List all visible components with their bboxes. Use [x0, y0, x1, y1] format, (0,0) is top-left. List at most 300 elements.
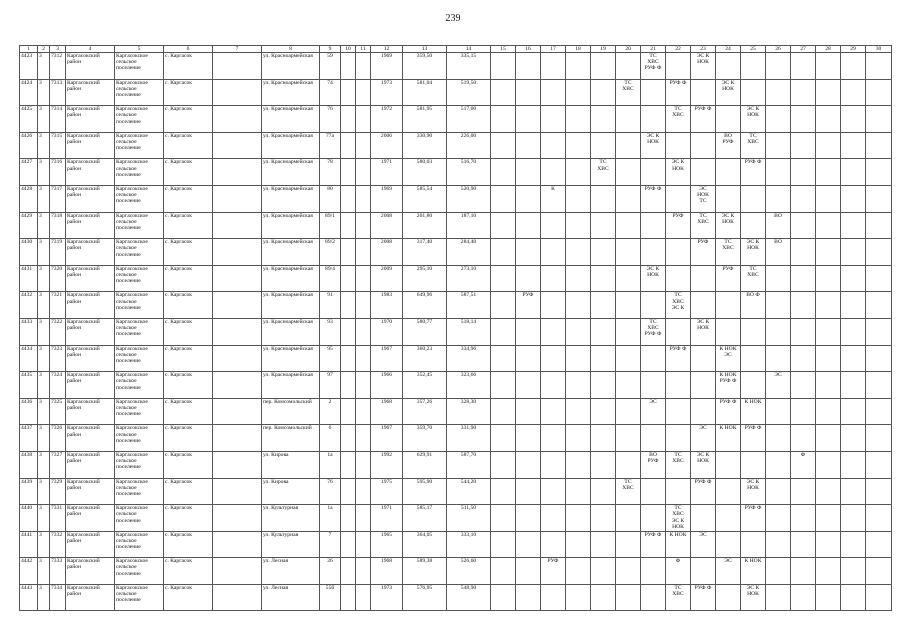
table-cell: Каргасокский район [66, 318, 115, 345]
table-cell: 7 [320, 531, 341, 558]
table-cell [516, 79, 541, 106]
table-cell: 649,96 [403, 292, 447, 319]
table-cell [716, 106, 741, 133]
table-cell: 7318 [50, 212, 66, 239]
table-cell [666, 132, 691, 159]
table-cell: РУФ Ф [741, 505, 766, 532]
table-cell: 3 [38, 505, 50, 532]
table-cell: 295,10 [403, 265, 447, 292]
column-number: 19 [591, 46, 616, 53]
table-cell: 517,00 [447, 106, 491, 133]
table-cell [356, 79, 371, 106]
table-cell: 4426 [20, 132, 38, 159]
table-cell: 576,95 [403, 584, 447, 611]
table-cell: ТС ХВС [666, 584, 691, 611]
table-cell [641, 292, 666, 319]
table-row [20, 505, 892, 532]
table-cell [766, 185, 791, 212]
table-cell [766, 106, 791, 133]
table-cell [866, 478, 892, 505]
table-cell: Каргасокский район [66, 345, 115, 372]
table-cell [356, 451, 371, 478]
table-cell [666, 53, 691, 80]
table-cell [341, 558, 356, 585]
table-cell [716, 451, 741, 478]
table-cell [341, 451, 356, 478]
table-cell: 78 [320, 159, 341, 186]
table-cell: 1970 [371, 318, 403, 345]
column-number: 22 [666, 46, 691, 53]
table-cell: 4432 [20, 292, 38, 319]
table-cell: ТС ХВС РУФ Ф [641, 53, 666, 80]
column-number: 1 [20, 46, 38, 53]
table-cell: с. Каргасок [164, 265, 213, 292]
table-cell: 4427 [20, 159, 38, 186]
table-cell: 4425 [20, 106, 38, 133]
table-cell: Каргасокский район [66, 478, 115, 505]
table-cell [741, 318, 766, 345]
table-cell [516, 132, 541, 159]
table-cell: 1а [320, 451, 341, 478]
table-cell [591, 451, 616, 478]
table-cell: Каргасокское сельское поселение [115, 478, 164, 505]
table-cell: 585,54 [403, 185, 447, 212]
table-cell [691, 265, 716, 292]
table-cell: 352,45 [403, 372, 447, 399]
table-cell: 526,60 [447, 558, 491, 585]
table-cell [641, 478, 666, 505]
table-cell [616, 106, 641, 133]
table-cell [356, 159, 371, 186]
table-cell: 3 [38, 372, 50, 399]
table-cell: ул. Кирова [262, 478, 320, 505]
table-cell: ТС ХВС [741, 132, 766, 159]
table-cell [356, 584, 371, 611]
table-cell: 1973 [371, 79, 403, 106]
column-number: 8 [262, 46, 320, 53]
table-cell [591, 398, 616, 425]
table-cell: 1967 [371, 425, 403, 452]
table-cell: Каргасокское сельское поселение [115, 425, 164, 452]
column-number: 29 [841, 46, 866, 53]
column-number: 15 [491, 46, 516, 53]
table-cell [566, 79, 591, 106]
table-cell: Каргасокский район [66, 451, 115, 478]
table-cell [516, 239, 541, 266]
column-number: 6 [164, 46, 213, 53]
table-cell [541, 318, 566, 345]
table-cell [691, 558, 716, 585]
table-cell: 3 [38, 265, 50, 292]
table-cell: Каргасокское сельское поселение [115, 318, 164, 345]
table-cell: 80 [320, 185, 341, 212]
table-cell: 587,70 [447, 451, 491, 478]
table-cell: 331,90 [447, 425, 491, 452]
table-cell: РУФ Ф [691, 106, 716, 133]
table-cell [816, 132, 841, 159]
table-cell: 1968 [371, 398, 403, 425]
table-cell [491, 185, 516, 212]
table-cell [666, 398, 691, 425]
table-cell [766, 265, 791, 292]
table-cell: 1969 [371, 53, 403, 80]
table-cell: 7323 [50, 345, 66, 372]
table-cell: 328,30 [447, 398, 491, 425]
table-cell: ул. Культурная [262, 505, 320, 532]
table-cell [491, 372, 516, 399]
table-cell [491, 106, 516, 133]
table-cell [566, 398, 591, 425]
table-cell: К НОК [666, 531, 691, 558]
table-cell: с. Каргасок [164, 185, 213, 212]
table-cell: ВО [766, 212, 791, 239]
table-cell [766, 505, 791, 532]
table-cell [566, 558, 591, 585]
column-number: 3 [50, 46, 66, 53]
table-cell: Каргасокский район [66, 398, 115, 425]
table-cell: 589,38 [403, 558, 447, 585]
table-cell [616, 159, 641, 186]
table-cell: 4433 [20, 318, 38, 345]
table-cell: Каргасокский район [66, 159, 115, 186]
table-cell [591, 531, 616, 558]
table-row [20, 292, 892, 319]
table-cell [841, 372, 866, 399]
table-cell [866, 372, 892, 399]
table-cell [516, 53, 541, 80]
table-cell: 1983 [371, 292, 403, 319]
table-cell [816, 185, 841, 212]
table-cell: Каргасокское сельское поселение [115, 398, 164, 425]
table-cell [816, 425, 841, 452]
table-cell [213, 478, 262, 505]
table-cell: 516,70 [447, 159, 491, 186]
table-cell: Каргасокский район [66, 584, 115, 611]
table-cell: ЭС [766, 372, 791, 399]
table-cell [816, 318, 841, 345]
table-cell [356, 531, 371, 558]
table-cell: с. Каргасок [164, 79, 213, 106]
table-cell: 3 [38, 478, 50, 505]
table-cell: 359,70 [403, 425, 447, 452]
table-cell [616, 345, 641, 372]
table-cell [666, 425, 691, 452]
table-cell [816, 53, 841, 80]
table-cell: 317,40 [403, 239, 447, 266]
table-cell: 95 [320, 345, 341, 372]
table-cell [666, 318, 691, 345]
table-cell [716, 478, 741, 505]
table-cell: ул. Кирова [262, 451, 320, 478]
table-cell [791, 425, 816, 452]
table-cell: РУФ Ф [666, 345, 691, 372]
table-cell: ул. Лесная [262, 584, 320, 611]
table-cell [356, 53, 371, 80]
table-cell [566, 185, 591, 212]
table-cell [791, 292, 816, 319]
table-cell: 3 [38, 159, 50, 186]
table-cell [691, 79, 716, 106]
table-cell: 74 [320, 79, 341, 106]
table-cell [341, 53, 356, 80]
table-cell [841, 398, 866, 425]
table-cell: ул. Красноармейская [262, 372, 320, 399]
table-cell [616, 132, 641, 159]
table-cell [741, 212, 766, 239]
table-cell: 333,10 [447, 531, 491, 558]
column-number: 7 [213, 46, 262, 53]
table-cell: 3 [38, 106, 50, 133]
table-cell [566, 451, 591, 478]
table-cell [213, 451, 262, 478]
table-cell [213, 345, 262, 372]
table-cell [516, 185, 541, 212]
column-numbers-row [20, 46, 892, 53]
table-cell: РУФ Ф [641, 185, 666, 212]
table-cell: 334,96 [447, 345, 491, 372]
table-cell: Каргасокский район [66, 132, 115, 159]
table-cell: ул. Красноармейская [262, 265, 320, 292]
table-cell: 89/1 [320, 212, 341, 239]
table-cell: 4429 [20, 212, 38, 239]
table-cell [541, 505, 566, 532]
table-cell [716, 292, 741, 319]
table-cell: 1973 [371, 584, 403, 611]
table-cell [491, 292, 516, 319]
table-cell: Каргасокское сельское поселение [115, 79, 164, 106]
table-cell: 1а [320, 505, 341, 532]
table-cell: 4443 [20, 584, 38, 611]
table-cell [516, 398, 541, 425]
table-cell [791, 584, 816, 611]
table-cell [341, 531, 356, 558]
table-cell: РУФ Ф [691, 584, 716, 611]
table-cell: 3 [38, 451, 50, 478]
table-cell: Каргасокский район [66, 425, 115, 452]
table-row [20, 531, 892, 558]
table-cell [213, 212, 262, 239]
table-cell [541, 372, 566, 399]
table-cell [591, 425, 616, 452]
table-cell [541, 425, 566, 452]
table-cell [591, 292, 616, 319]
table-cell [816, 558, 841, 585]
table-cell: ЭС К НОК [741, 478, 766, 505]
table-cell [491, 505, 516, 532]
table-cell: ул. Красноармейская [262, 185, 320, 212]
table-cell: Каргасокское сельское поселение [115, 451, 164, 478]
table-cell [541, 159, 566, 186]
table-cell [356, 372, 371, 399]
table-cell [816, 265, 841, 292]
table-cell [541, 132, 566, 159]
table-cell [341, 132, 356, 159]
table-cell: 587,51 [447, 292, 491, 319]
table-row [20, 79, 892, 106]
table-cell [766, 345, 791, 372]
table-cell [866, 398, 892, 425]
table-cell: 2008 [371, 239, 403, 266]
table-cell: Каргасокский район [66, 212, 115, 239]
table-cell [816, 584, 841, 611]
table-cell [691, 505, 716, 532]
table-cell [591, 345, 616, 372]
table-cell [591, 53, 616, 80]
table-row [20, 478, 892, 505]
table-cell: РУФ [541, 558, 566, 585]
table-cell: 364,05 [403, 531, 447, 558]
table-cell [591, 265, 616, 292]
table-cell: ЭС К НОК [666, 159, 691, 186]
table-cell [816, 478, 841, 505]
table-cell [616, 372, 641, 399]
table-cell: 4431 [20, 265, 38, 292]
table-cell: Каргасокский район [66, 79, 115, 106]
table-cell [616, 212, 641, 239]
table-cell [691, 159, 716, 186]
table-cell [866, 425, 892, 452]
table-cell: 59 [320, 53, 341, 80]
table-cell: 359,50 [403, 53, 447, 80]
table-cell [866, 505, 892, 532]
table-cell [516, 318, 541, 345]
table-cell: РУФ [516, 292, 541, 319]
table-cell [691, 132, 716, 159]
table-cell: ТС ХВС [666, 106, 691, 133]
table-cell: 1968 [371, 558, 403, 585]
table-cell: ТС ХВС [741, 265, 766, 292]
table-cell [841, 159, 866, 186]
table-cell: ЭС К НОК [641, 132, 666, 159]
table-cell [716, 531, 741, 558]
table-cell [341, 212, 356, 239]
column-number: 14 [447, 46, 491, 53]
table-cell: РУФ Ф [691, 478, 716, 505]
table-row [20, 558, 892, 585]
table-cell [566, 212, 591, 239]
table-cell [541, 239, 566, 266]
table-cell [356, 185, 371, 212]
table-cell: 1971 [371, 505, 403, 532]
table-cell [641, 584, 666, 611]
table-cell: Каргасокское сельское поселение [115, 531, 164, 558]
table-cell [213, 185, 262, 212]
table-cell: ТС ХВС [716, 239, 741, 266]
table-cell: ЭС К НОК [741, 106, 766, 133]
table-cell [841, 212, 866, 239]
table-cell: К НОК ЭС [716, 345, 741, 372]
table-cell: ТС ХВС [691, 212, 716, 239]
table-cell: пер. Комсомольский [262, 398, 320, 425]
table-cell [816, 159, 841, 186]
table-cell: с. Каргасок [164, 212, 213, 239]
table-cell [791, 132, 816, 159]
table-cell [541, 478, 566, 505]
table-cell [841, 53, 866, 80]
table-cell: К НОК [741, 398, 766, 425]
table-cell [616, 398, 641, 425]
table-cell: 4436 [20, 398, 38, 425]
table-cell [616, 265, 641, 292]
table-cell [816, 372, 841, 399]
table-cell [791, 531, 816, 558]
table-cell [841, 584, 866, 611]
table-cell [491, 159, 516, 186]
table-cell: 7331 [50, 505, 66, 532]
table-cell [491, 451, 516, 478]
table-cell [341, 345, 356, 372]
table-cell: 2 [320, 398, 341, 425]
table-cell [841, 239, 866, 266]
table-row [20, 451, 892, 478]
table-cell: ул. Красноармейская [262, 79, 320, 106]
table-cell [866, 265, 892, 292]
table-cell: ТС ХВС РУФ Ф [641, 318, 666, 345]
table-cell: 1972 [371, 106, 403, 133]
table-cell: РУФ Ф [741, 425, 766, 452]
table-cell [791, 558, 816, 585]
table-cell [841, 106, 866, 133]
table-cell: 7322 [50, 318, 66, 345]
table-cell [866, 53, 892, 80]
table-cell [616, 505, 641, 532]
table-cell: 7326 [50, 425, 66, 452]
table-cell: Каргасокский район [66, 185, 115, 212]
table-cell [516, 425, 541, 452]
table-cell: ТС ХВС ЭС К НОК [666, 505, 691, 532]
table-cell: с. Каргасок [164, 425, 213, 452]
table-cell [691, 345, 716, 372]
table-cell: ТС ХВС ЭС К [666, 292, 691, 319]
table-cell: 511,50 [447, 505, 491, 532]
table-cell [641, 345, 666, 372]
table-cell [616, 584, 641, 611]
table-cell: 97 [320, 372, 341, 399]
table-cell [841, 318, 866, 345]
table-cell: 76 [320, 478, 341, 505]
table-cell [791, 106, 816, 133]
table-cell [491, 212, 516, 239]
table-cell: 7319 [50, 239, 66, 266]
table-cell: 2006 [371, 132, 403, 159]
table-cell: 7334 [50, 584, 66, 611]
table-cell: 226,00 [447, 132, 491, 159]
table-cell [541, 398, 566, 425]
table-cell [356, 318, 371, 345]
table-cell [541, 451, 566, 478]
table-cell: 2009 [371, 265, 403, 292]
table-cell [766, 478, 791, 505]
table-cell [566, 132, 591, 159]
table-cell [213, 425, 262, 452]
table-cell: 89/2 [320, 239, 341, 266]
table-cell [516, 584, 541, 611]
table-cell [616, 425, 641, 452]
table-cell [213, 53, 262, 80]
table-cell: Каргасокское сельское поселение [115, 212, 164, 239]
table-cell [791, 79, 816, 106]
table-cell: ул. Красноармейская [262, 239, 320, 266]
table-cell: 335,15 [447, 53, 491, 80]
table-cell: Ф [666, 558, 691, 585]
table-cell: Каргасокское сельское поселение [115, 265, 164, 292]
table-cell: ЭС К НОК [691, 451, 716, 478]
table-cell [741, 451, 766, 478]
table-cell [591, 478, 616, 505]
table-cell [841, 79, 866, 106]
column-number: 2 [38, 46, 50, 53]
table-cell [213, 292, 262, 319]
